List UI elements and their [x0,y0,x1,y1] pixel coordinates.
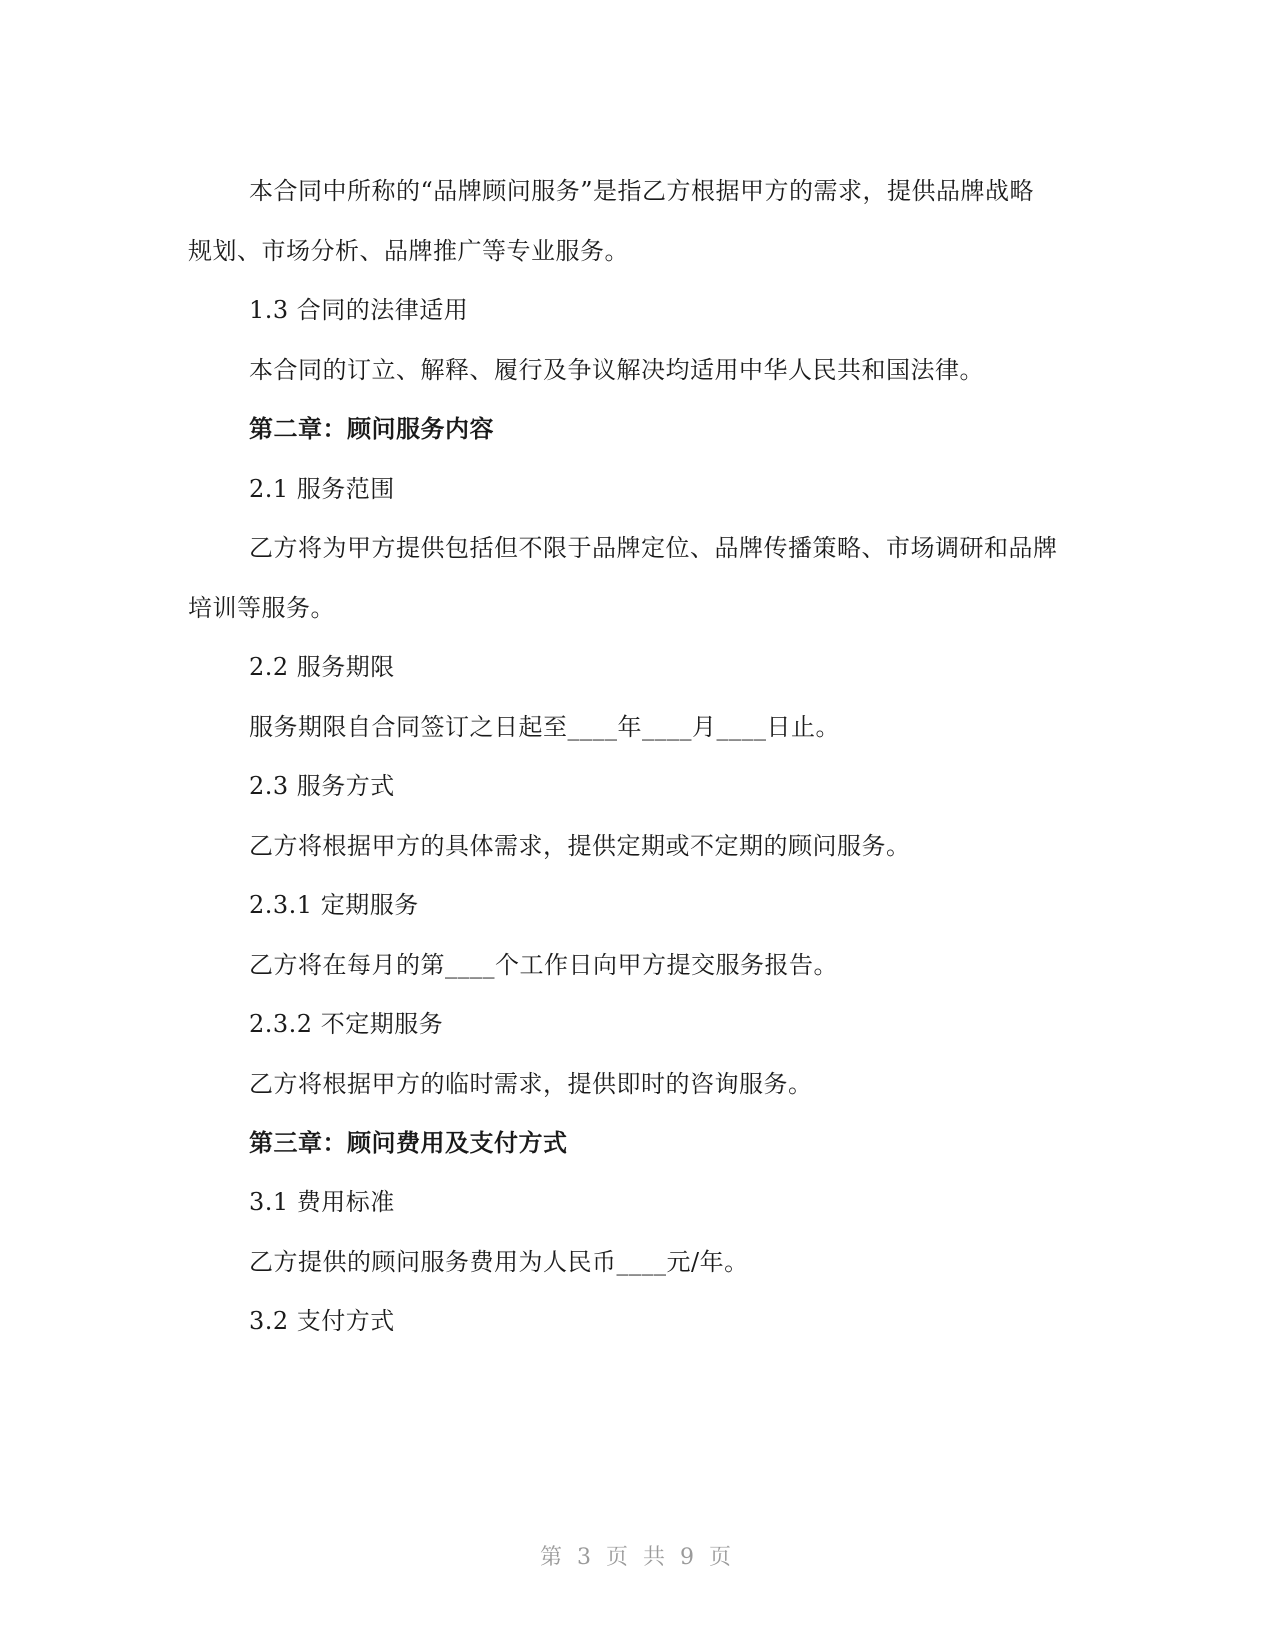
chapter-heading-3: 第三章：顾问费用及支付方式 [249,1128,568,1157]
page-number-footer: 第 3 页 共 9 页 [540,1545,735,1570]
section-heading-3-1: 3.1 费用标准 [249,1188,395,1216]
section-heading-2-2: 2.2 服务期限 [249,653,395,681]
paragraph-fee-standard: 乙方提供的顾问服务费用为人民币____元/年。 [249,1248,749,1276]
chapter-heading-2: 第二章：顾问服务内容 [249,414,494,443]
paragraph-service-mode: 乙方将根据甲方的具体需求，提供定期或不定期的顾问服务。 [249,832,911,860]
section-heading-1-3: 1.3 合同的法律适用 [249,296,469,324]
paragraph-service-scope: 乙方将为甲方提供包括但不限于品牌定位、品牌传播策略、市场调研和品牌 [249,534,1058,562]
section-heading-3-2: 3.2 支付方式 [249,1307,395,1335]
section-heading-2-1: 2.1 服务范围 [249,475,395,503]
paragraph-brand-service-definition: 本合同中所称的“品牌顾问服务”是指乙方根据甲方的需求，提供品牌战略 [249,177,1035,205]
paragraph-service-term: 服务期限自合同签订之日起至____年____月____日止。 [249,713,840,741]
paragraph-irregular-service: 乙方将根据甲方的临时需求，提供即时的咨询服务。 [249,1070,813,1098]
paragraph-applicable-law: 本合同的订立、解释、履行及争议解决均适用中华人民共和国法律。 [249,356,984,384]
paragraph-regular-service: 乙方将在每月的第____个工作日向甲方提交服务报告。 [249,951,838,979]
paragraph-service-scope-cont: 培训等服务。 [188,594,335,622]
section-heading-2-3: 2.3 服务方式 [249,772,395,800]
paragraph-brand-service-definition-cont: 规划、市场分析、品牌推广等专业服务。 [188,237,629,265]
section-heading-2-3-1: 2.3.1 定期服务 [249,891,419,919]
section-heading-2-3-2: 2.3.2 不定期服务 [249,1010,444,1038]
